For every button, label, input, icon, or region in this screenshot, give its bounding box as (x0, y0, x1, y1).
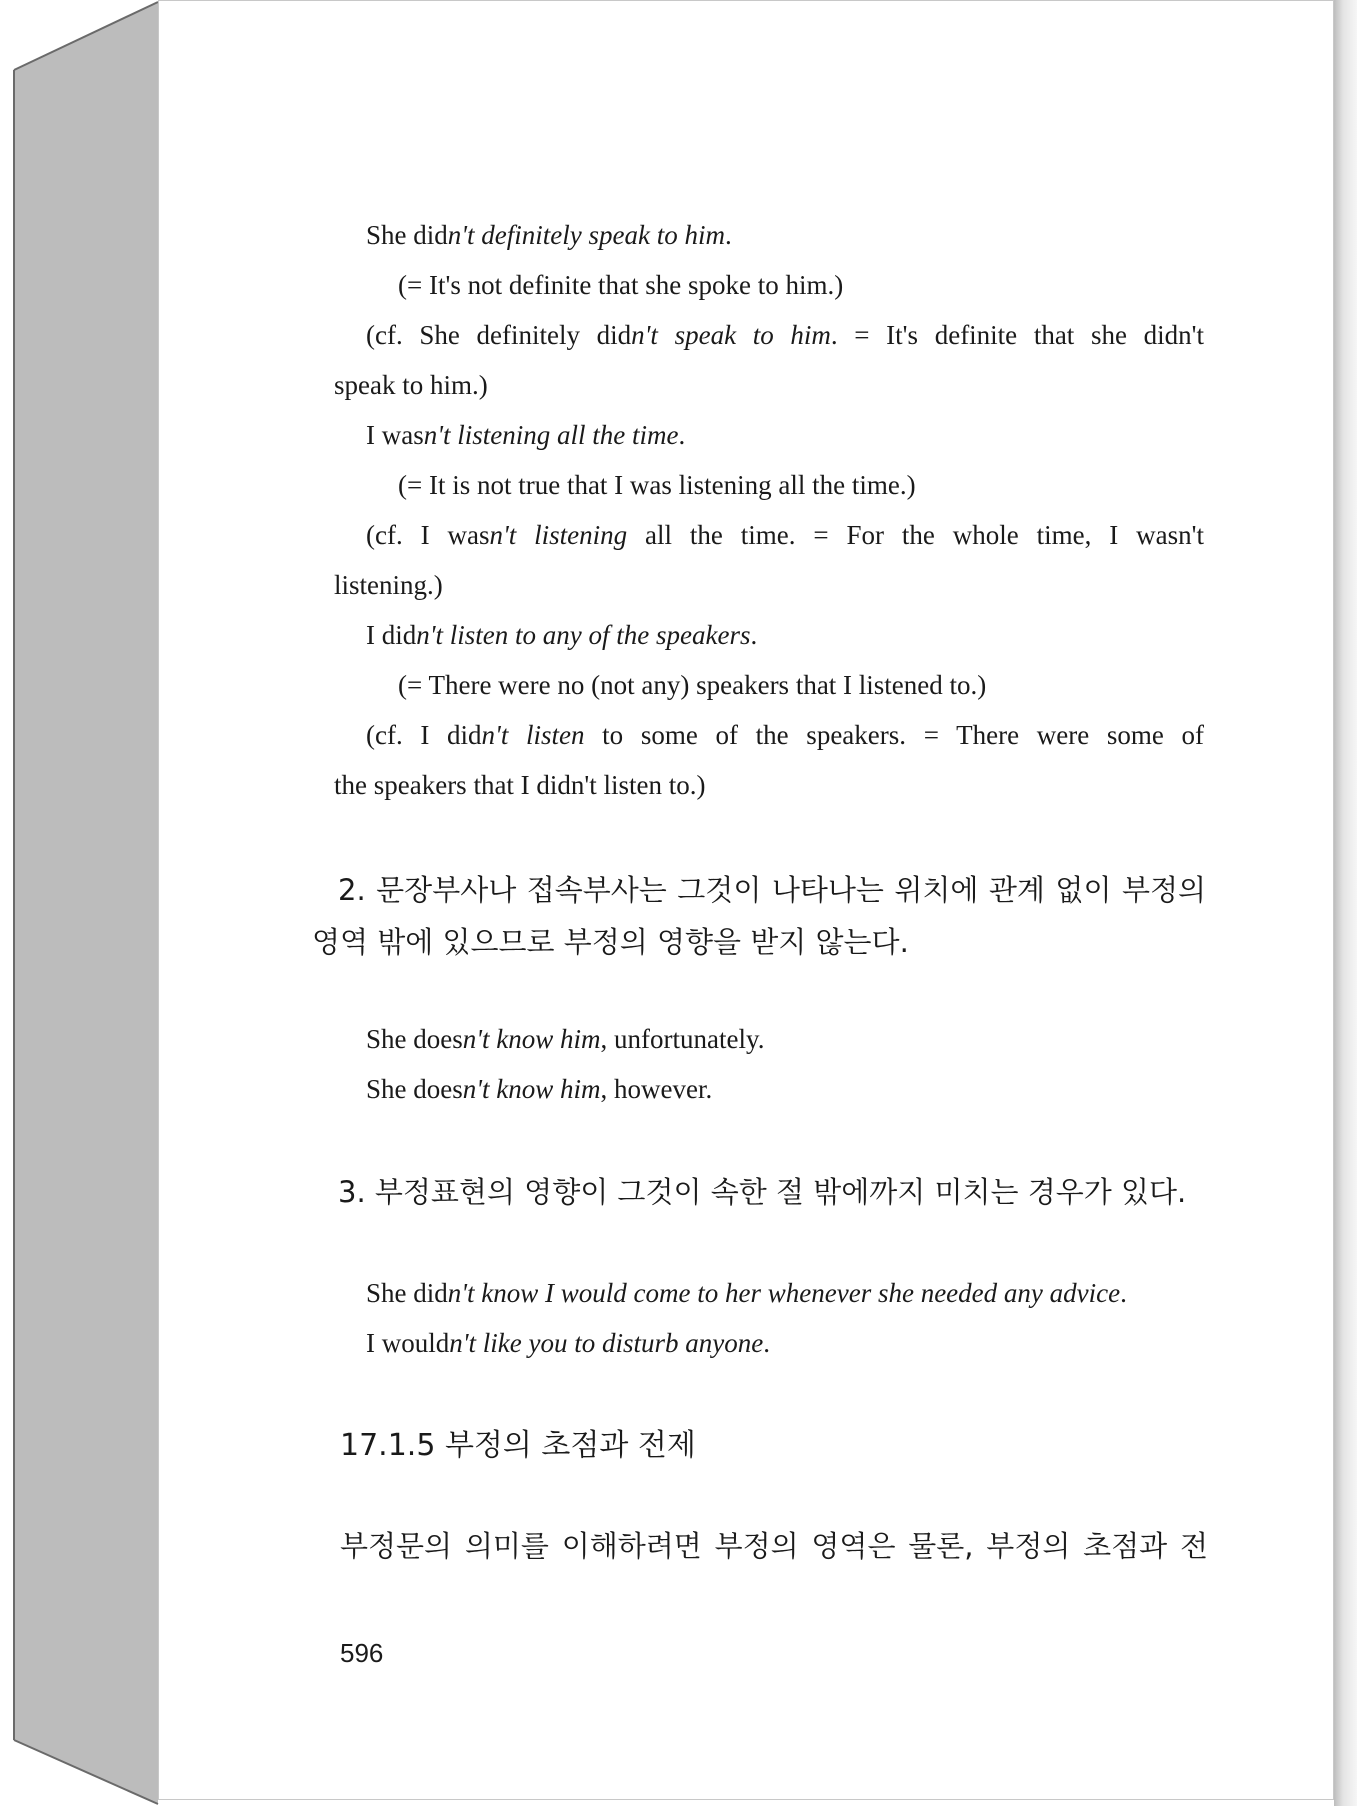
text-run: . (763, 1328, 770, 1358)
italic-run: n't listening all the time (423, 420, 679, 450)
italic-run: n't listen to any of the speakers (416, 620, 751, 650)
text-run: (= There were no (not any) speakers that I listened to.) (398, 670, 987, 700)
text-run: listening.) (334, 570, 443, 600)
italic-run: n't definitely speak to him (447, 220, 725, 250)
example-line (334, 768, 706, 802)
page-number: 596 (340, 1638, 384, 1668)
example-line (366, 218, 732, 252)
text-run: the speakers that I didn't listen to.) (334, 770, 706, 800)
text-run: . = It's definite that she didn't (830, 320, 1204, 350)
italic-run: n't speak to him (631, 320, 831, 350)
example-line (366, 1326, 770, 1360)
text-run: , unfortunately. (600, 1024, 765, 1054)
example-line (398, 468, 916, 502)
example-line (334, 368, 488, 402)
example-line (334, 568, 443, 602)
example-line (366, 1022, 764, 1056)
text-run: (cf. I was (366, 520, 490, 550)
page-edge-shadow (1334, 0, 1357, 1806)
text-run: She does (366, 1074, 463, 1104)
text-run: I was (366, 420, 424, 450)
point-2-line-1: 2. 문장부사나 접속부사는 그것이 나타나는 위치에 관계 없이 부정의 (338, 873, 1206, 907)
italic-run: n't know him (462, 1024, 601, 1054)
example-line (366, 1276, 1127, 1310)
text-run: to some of the speakers. = There were some of (584, 720, 1204, 750)
text-run: I did (366, 620, 417, 650)
text-run: She did (366, 1278, 448, 1308)
section-heading: 17.1.5 부정의 초점과 전제 (340, 1428, 696, 1463)
example-line (366, 1072, 712, 1106)
example-line (366, 718, 1204, 752)
example-line (398, 268, 843, 302)
italic-run: n't know him (462, 1074, 601, 1104)
example-line (366, 318, 1204, 352)
text-run: (= It's not definite that she spoke to him.) (398, 270, 844, 300)
text-run: all the time. = For the whole time, I wasn't (627, 520, 1205, 550)
text-run: (cf. I did (366, 720, 482, 750)
text-run: I would (366, 1328, 450, 1358)
text-run: , however. (600, 1074, 713, 1104)
italic-run: n't like you to disturb anyone (449, 1328, 764, 1358)
text-run: . (724, 220, 732, 250)
point-2-line-2: 영역 밖에 있으므로 부정의 영향을 받지 않는다. (312, 925, 909, 959)
example-line (366, 418, 685, 452)
text-run: . (1120, 1278, 1127, 1308)
italic-run: n't know I would come to her whenever she needed any advice (447, 1278, 1121, 1308)
text-run: . (750, 620, 758, 650)
book-spine (0, 0, 170, 1806)
example-line (366, 518, 1204, 552)
text-run: speak to him.) (334, 370, 488, 400)
body-paragraph: 부정문의 의미를 이해하려면 부정의 영역은 물론, 부정의 초점과 전 (340, 1529, 1208, 1563)
example-line (398, 668, 986, 702)
italic-run: n't listen (481, 720, 585, 750)
text-run: (cf. She definitely did (366, 320, 632, 350)
text-run: (= It is not true that I was listening all the time.) (398, 470, 916, 500)
point-3: 3. 부정표현의 영향이 그것이 속한 절 밖에까지 미치는 경우가 있다. (338, 1175, 1187, 1209)
text-run: . (678, 420, 686, 450)
text-run: She does (366, 1024, 463, 1054)
example-line (366, 618, 757, 652)
italic-run: n't listening (489, 520, 628, 550)
text-run: She did (366, 220, 448, 250)
